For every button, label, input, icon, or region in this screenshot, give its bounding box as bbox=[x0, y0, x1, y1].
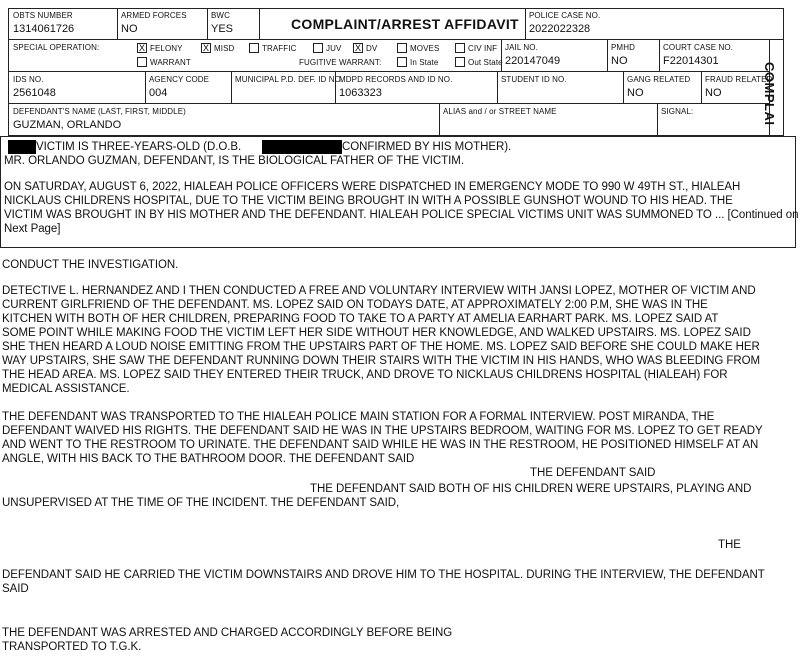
student-id-label: STUDENT ID NO. bbox=[501, 75, 567, 84]
divider bbox=[145, 71, 146, 103]
warrant-checkbox[interactable] bbox=[137, 57, 147, 67]
continuation-line: AND WENT TO THE RESTROOM TO URINATE. THE DEFENDANT SAID WHILE HE WAS IN THE RESTROOM, HE POSITIONED HIMSELF AT AN bbox=[2, 439, 759, 451]
side-title-fragment: COMPLAI bbox=[762, 62, 777, 126]
divider bbox=[259, 9, 260, 39]
continuation-line: ANGLE, WITH HIS BACK TO THE BATHROOM DOOR. THE DEFENDANT SAID bbox=[2, 453, 415, 465]
bwc-value: YES bbox=[211, 23, 234, 35]
obts-number-value: 1314061726 bbox=[13, 23, 75, 35]
divider bbox=[701, 71, 702, 103]
continuation-line: DEFENDANT WAIVED HIS RIGHTS. THE DEFENDANT SAID HE WAS IN THE UPSTAIRS BEDROOM, WAITING FOR MS. LOPEZ TO GET READY bbox=[2, 425, 763, 437]
felony-label: FELONY bbox=[150, 44, 183, 53]
divider bbox=[9, 103, 769, 104]
divider bbox=[231, 71, 232, 103]
continuation-line: DEFENDANT SAID HE CARRIED THE VICTIM DOWNSTAIRS AND DROVE HIM TO THE HOSPITAL. DURING THE INTERVIEW, THE DEFENDANT bbox=[2, 569, 765, 581]
divider bbox=[439, 103, 440, 135]
continuation-line: SOME POINT WHILE MAKING FOOD THE VICTIM LEFT HER SIDE WITHOUT HER KNOWLEDGE, AND WALKED UPSTAIRS. MS. LOPEZ SAID bbox=[2, 327, 751, 339]
agency-code-value: 004 bbox=[149, 87, 168, 99]
fugitive-warrant-label: FUGITIVE WARRANT: bbox=[299, 58, 382, 67]
moves-checkbox[interactable] bbox=[397, 43, 407, 53]
continuation-line: THE bbox=[718, 539, 741, 551]
redaction-bar bbox=[262, 140, 342, 154]
affidavit-header-form bbox=[8, 8, 784, 136]
defendant-name-value: GUZMAN, ORLANDO bbox=[13, 119, 122, 131]
continuation-line: DETECTIVE L. HERNANDEZ AND I THEN CONDUCTED A FREE AND VOLUNTARY INTERVIEW WITH JANSI LOPEZ, MOTHER OF VICTIM AND bbox=[2, 285, 756, 297]
continuation-line: CONDUCT THE INVESTIGATION. bbox=[2, 259, 179, 271]
police-case-no-label: POLICE CASE NO. bbox=[529, 11, 601, 20]
continuation-line: KITCHEN WITH BOTH OF HER CHILDREN, PREPARING FOOD TO TAKE TO A PARTY AT AMELIA EARHART PARK. MS. LOPEZ SAID AT bbox=[2, 313, 719, 325]
continuation-line: UNSUPERVISED AT THE TIME OF THE INCIDENT. THE DEFENDANT SAID, bbox=[2, 497, 400, 509]
misd-checkbox[interactable]: X bbox=[202, 43, 209, 53]
ids-no-label: IDS NO. bbox=[13, 75, 44, 84]
defendant-name-label: DEFENDANT'S NAME (LAST, FIRST, MIDDLE) bbox=[13, 107, 186, 116]
fraud-related-label: FRAUD RELATED bbox=[705, 75, 773, 84]
in-state-checkbox[interactable] bbox=[397, 57, 407, 67]
armed-forces-value: NO bbox=[121, 23, 138, 35]
continuation-line: THE DEFENDANT SAID bbox=[530, 467, 656, 479]
jail-no-value: 220147049 bbox=[505, 55, 561, 67]
narrative-line: VICTIM WAS BROUGHT IN BY HIS MOTHER AND THE DEFENDANT. HIALEAH POLICE SPECIAL VICTIMS UNIT WAS SUMMONED TO ... [Continued on bbox=[4, 209, 799, 221]
traffic-checkbox[interactable] bbox=[249, 43, 259, 53]
continuation-line: THE DEFENDANT WAS TRANSPORTED TO THE HIALEAH POLICE MAIN STATION FOR A FORMAL INTERVIEW. POST MIRANDA, THE bbox=[2, 411, 715, 423]
gang-related-value: NO bbox=[627, 87, 644, 99]
pmhd-label: PMHD bbox=[611, 43, 635, 52]
continuation-line: TRANSPORTED TO T.G.K. bbox=[2, 641, 142, 653]
continuation-line: MEDICAL ASSISTANCE. bbox=[2, 383, 130, 395]
court-case-no-value: F22014301 bbox=[663, 55, 719, 67]
municipal-pd-def-id-label: MUNICIPAL P.D. DEF. ID NO. bbox=[235, 75, 344, 84]
mdpd-records-value: 1063323 bbox=[339, 87, 382, 99]
jail-no-label: JAIL NO. bbox=[505, 43, 538, 52]
out-state-checkbox[interactable] bbox=[455, 57, 465, 67]
page-title: COMPLAINT/ARREST AFFIDAVIT bbox=[291, 16, 519, 32]
divider bbox=[623, 71, 624, 103]
mdpd-records-label: MDPD RECORDS AND ID NO. bbox=[339, 75, 453, 84]
dv-label: DV bbox=[366, 44, 378, 53]
continuation-line: THE DEFENDANT SAID BOTH OF HIS CHILDREN WERE UPSTAIRS, PLAYING AND bbox=[310, 483, 752, 495]
divider bbox=[657, 103, 658, 135]
misd-label: MISD bbox=[214, 44, 235, 53]
moves-label: MOVES bbox=[410, 44, 440, 53]
gang-related-label: GANG RELATED bbox=[627, 75, 691, 84]
narrative-line: ON SATURDAY, AUGUST 6, 2022, HIALEAH POLICE OFFICERS WERE DISPATCHED IN EMERGENCY MODE TO 990 W 49TH ST., HIALEAH bbox=[4, 181, 741, 193]
police-case-no-value: 2022022328 bbox=[529, 23, 591, 35]
divider bbox=[117, 9, 118, 39]
redaction-bar bbox=[8, 140, 36, 154]
traffic-label: TRAFFIC bbox=[262, 44, 297, 53]
juv-checkbox[interactable] bbox=[313, 43, 323, 53]
divider bbox=[207, 9, 208, 39]
continuation-line: WAY UPSTAIRS, SHE SAW THE DEFENDANT RUNNING DOWN THEIR STAIRS WITH THE VICTIM IN HIS HANDS, WHO WAS BLEEDING FROM bbox=[2, 355, 761, 367]
continuation-line: SHE THEN HEARD A LOUD NOISE EMITTING FROM THE UPSTAIRS PART OF THE HOME. MS. LOPEZ SAID BEFORE SHE COULD MAKE HER bbox=[2, 341, 760, 353]
civ-inf-label: CIV INF bbox=[468, 44, 498, 53]
divider bbox=[497, 71, 498, 103]
narrative-line: CONFIRMED BY HIS MOTHER). bbox=[342, 141, 512, 153]
divider bbox=[659, 39, 660, 71]
juv-label: JUV bbox=[326, 44, 342, 53]
signal-label: SIGNAL: bbox=[661, 107, 694, 116]
narrative-line: VICTIM IS THREE-YEARS-OLD (D.O.B. bbox=[36, 141, 242, 153]
in-state-label: In State bbox=[410, 58, 439, 67]
special-operation-label: SPECIAL OPERATION: bbox=[13, 43, 100, 52]
narrative-line: NICKLAUS CHILDRENS HOSPITAL, DUE TO THE VICTIM BEING BROUGHT IN WITH A POSSIBLE GUNSHOT WOUND TO HIS HEAD. THE bbox=[4, 195, 733, 207]
narrative-line: Next Page] bbox=[4, 223, 61, 235]
civ-inf-checkbox[interactable] bbox=[455, 43, 465, 53]
continuation-line: THE DEFENDANT WAS ARRESTED AND CHARGED ACCORDINGLY BEFORE BEING bbox=[2, 627, 453, 639]
agency-code-label: AGENCY CODE bbox=[149, 75, 210, 84]
fraud-related-value: NO bbox=[705, 87, 722, 99]
out-state-label: Out State bbox=[468, 58, 503, 67]
pmhd-value: NO bbox=[611, 55, 628, 67]
warrant-label: WARRANT bbox=[150, 58, 191, 67]
divider bbox=[607, 39, 608, 71]
narrative-line: MR. ORLANDO GUZMAN, DEFENDANT, IS THE BIOLOGICAL FATHER OF THE VICTIM. bbox=[4, 155, 464, 167]
divider bbox=[9, 39, 783, 40]
obts-number-label: OBTS NUMBER bbox=[13, 11, 73, 20]
divider bbox=[525, 9, 526, 39]
ids-no-value: 2561048 bbox=[13, 87, 56, 99]
divider bbox=[9, 71, 769, 72]
armed-forces-label: ARMED FORCES bbox=[121, 11, 187, 20]
bwc-label: BWC bbox=[211, 11, 230, 20]
felony-checkbox[interactable]: X bbox=[138, 43, 145, 53]
alias-label: ALIAS and / or STREET NAME bbox=[443, 107, 557, 116]
continuation-line: SAID bbox=[2, 583, 29, 595]
court-case-no-label: COURT CASE NO. bbox=[663, 43, 734, 52]
continuation-line: CURRENT GIRLFRIEND OF THE DEFENDANT. MS. LOPEZ SAID ON TODAYS DATE, AT APPROXIMATELY 2:00 P.M, SHE WAS IN THE bbox=[2, 299, 708, 311]
continuation-line: THE HEAD AREA. MS. LOPEZ SAID THEY ENTERED THEIR TRUCK, AND DROVE TO NICKLAUS CHILDRENS HOSPITAL (HIALEAH) FOR bbox=[2, 369, 728, 381]
dv-checkbox[interactable]: X bbox=[354, 43, 361, 53]
